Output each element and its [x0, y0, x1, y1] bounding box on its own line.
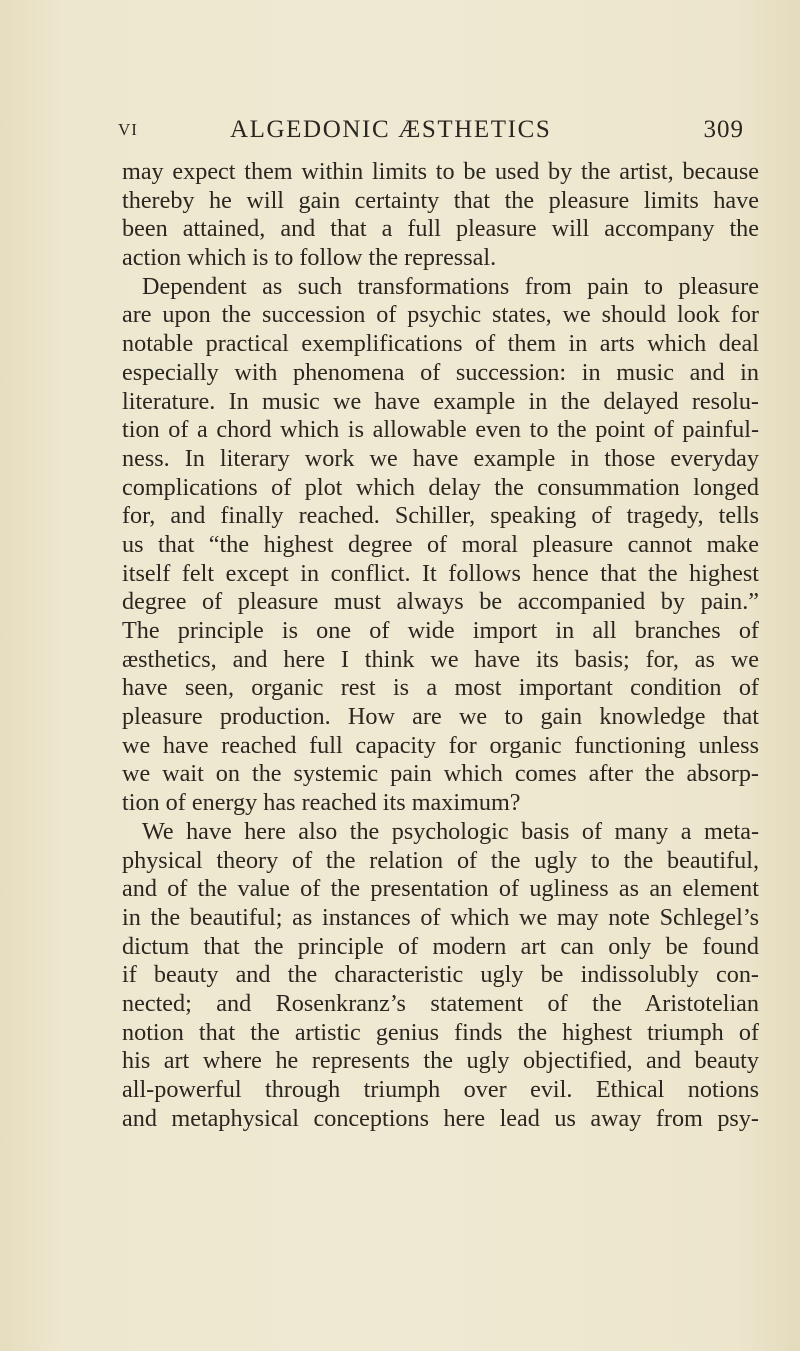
text-line: ness. In literary work we have example in those everyday	[122, 444, 759, 472]
text-line: tion of energy has reached its maximum?	[122, 789, 521, 817]
text-line: dictum that the principle of modern art can only be found	[122, 932, 759, 960]
running-title: ALGEDONIC ÆSTHETICS	[230, 116, 552, 143]
text-line: thereby he will gain certainty that the pleasure limits have	[122, 186, 759, 214]
text-line: notable practical exemplifications of them in arts which deal	[122, 330, 759, 358]
text-line: are upon the succession of psychic states, we should look for	[122, 301, 759, 329]
text-line: degree of pleasure must always be accompanied by pain.”	[122, 588, 759, 616]
text-line: itself felt except in conflict. It follows hence that the highest	[122, 559, 759, 587]
text-line: have seen, organic rest is a most important condition of	[122, 674, 759, 702]
chapter-number: VI	[118, 120, 138, 139]
body-text	[122, 158, 759, 1133]
text-line: in the beautiful; as instances of which we may note Schlegel’s	[122, 903, 759, 931]
text-line: literature. In music we have example in the delayed resolu-	[122, 387, 759, 415]
text-line: æsthetics, and here I think we have its basis; for, as we	[122, 645, 759, 673]
text-line: complications of plot which delay the consummation longed	[122, 473, 759, 501]
text-line: action which is to follow the repressal.	[122, 244, 497, 272]
text-line: pleasure production. How are we to gain knowledge that	[122, 703, 759, 731]
text-line: we have reached full capacity for organic functioning unless	[122, 731, 759, 759]
text-line: been attained, and that a full pleasure will accompany the	[122, 215, 759, 243]
text-line: and metaphysical conceptions here lead us away from psy-	[122, 1104, 759, 1132]
page-number: 309	[703, 116, 744, 143]
text-line: The principle is one of wide import in all branches of	[122, 617, 759, 644]
text-line: us that “the highest degree of moral pleasure cannot make	[122, 530, 759, 558]
text-line: for, and finally reached. Schiller, speaking of tragedy, tells	[122, 502, 759, 530]
text-line: if beauty and the characteristic ugly be indissolubly con-	[122, 961, 759, 989]
text-line: physical theory of the relation of the ugly to the beautiful,	[122, 846, 759, 874]
text-line: especially with phenomena of succession: in music and in	[122, 358, 759, 386]
text-line: notion that the artistic genius finds the highest triumph of	[122, 1018, 759, 1046]
text-line: we wait on the systemic pain which comes after the absorp-	[122, 760, 759, 788]
text-line: his art where he represents the ugly objectified, and beauty	[122, 1047, 759, 1075]
text-line: nected; and Rosenkranz’s statement of the Aristotelian	[122, 989, 759, 1017]
running-header	[118, 116, 758, 146]
text-line: We have here also the psychologic basis of many a meta-	[142, 817, 759, 845]
text-line: and of the value of the presentation of ugliness as an element	[122, 875, 759, 903]
text-line: tion of a chord which is allowable even to the point of painful-	[122, 416, 759, 444]
text-line: Dependent as such transformations from pain to pleasure	[142, 272, 759, 300]
text-line: may expect them within limits to be used by the artist, because	[122, 158, 759, 185]
text-line: all-powerful through triumph over evil. Ethical notions	[122, 1076, 759, 1103]
